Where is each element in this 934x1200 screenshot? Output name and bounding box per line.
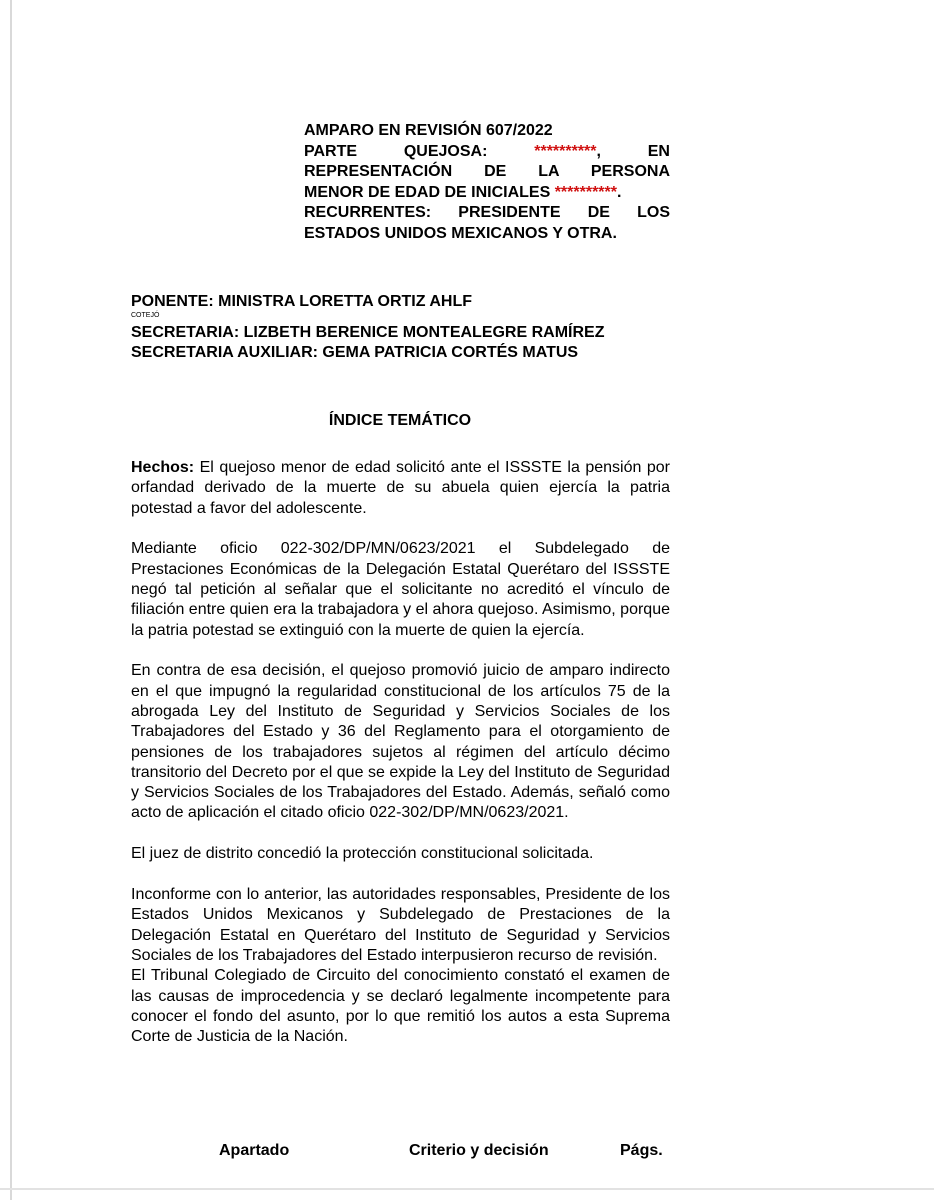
page-bottom-edge bbox=[0, 1188, 934, 1190]
staff-block bbox=[131, 292, 771, 363]
column-criterio: Criterio y decisión bbox=[409, 1142, 549, 1159]
paragraph-amparo: En contra de esa decisión, el quejoso promovió juicio de amparo indirecto en el que impugnó la regularidad constitucional de los artículos 75 de la abrogada Ley del Instituto de Seguridad y Servicios Sociales de los Trabajadores del Estado y 36 del Reglamento para el otorgamiento de pensiones de los trabajadores sujetos al régimen del artículo décimo transitorio del Decreto por el que se expide la Ley del Instituto de Seguridad y Servicios Sociales de los Trabajadores del Estado. Además, señaló como acto de aplicación el citado oficio 022-302/DP/MN/0623/2021. bbox=[131, 662, 670, 822]
index-title: ÍNDICE TEMÁTICO bbox=[328, 412, 472, 429]
recurrentes-line-2: ESTADOS UNIDOS MEXICANOS Y OTRA. bbox=[304, 224, 617, 242]
redacted-name: ********** bbox=[534, 142, 597, 160]
iniciales-line: MENOR DE EDAD DE INICIALES **********. bbox=[304, 183, 622, 201]
secretaria-auxiliar: SECRETARIA AUXILIAR: GEMA PATRICIA CORTÉS MATUS bbox=[131, 344, 579, 361]
document-body bbox=[131, 458, 670, 1068]
parte-quejosa-line: PARTE QUEJOSA: **********, EN bbox=[304, 142, 670, 160]
secretaria: SECRETARIA: LIZBETH BERENICE MONTEALEGRE RAMÍREZ bbox=[131, 324, 605, 341]
case-number: AMPARO EN REVISIÓN 607/2022 bbox=[304, 122, 553, 139]
representacion-line: REPRESENTACIÓN DE LA PERSONA bbox=[304, 163, 670, 180]
column-pags: Págs. bbox=[620, 1142, 663, 1159]
paragraph-juez: El juez de distrito concedió la protección constitucional solicitada. bbox=[131, 845, 594, 863]
paragraph-tribunal: El Tribunal Colegiado de Circuito del conocimiento constató el examen de las causas de improcedencia y se declaró legalmente incompetente para conocer el fondo del asunto, por lo que remitió los autos a esta Suprema Corte de Justicia de la Nación. bbox=[131, 967, 670, 1046]
ponente: PONENTE: MINISTRA LORETTA ORTIZ AHLF bbox=[131, 293, 473, 310]
case-header bbox=[304, 121, 670, 244]
paragraph-inconforme: Inconforme con lo anterior, las autoridades responsables, Presidente de los Estados Unidos Mexicanos y Subdelegado de Prestaciones de la Delegación Estatal en Querétaro del Instituto de Seguridad y Servicios Sociales de los Trabajadores del Estado interpusieron recurso de revisión. bbox=[131, 886, 670, 964]
paragraph-oficio: Mediante oficio 022-302/DP/MN/0623/2021 el Subdelegado de Prestaciones Económicas de la Delegación Estatal Querétaro del ISSSTE negó tal petición al señalar que el solicitante no acreditó el vínculo de filiación entre quien era la trabajadora y el ahora quejoso. Asimismo, porque la patria potestad se extinguió con la muerte de quien la ejercía. bbox=[131, 540, 670, 639]
page-left-edge bbox=[10, 0, 12, 1200]
cotejo-label: COTEJÓ bbox=[131, 312, 160, 319]
hechos-label: Hechos: bbox=[131, 459, 195, 476]
redacted-initials: ********** bbox=[554, 183, 617, 201]
paragraph-hechos: Hechos: El quejoso menor de edad solicitó ante el ISSSTE la pensión por orfandad derivado de la muerte de su abuela quien ejercía la patria potestad a favor del adolescente. bbox=[131, 459, 670, 517]
column-apartado: Apartado bbox=[219, 1142, 290, 1159]
recurrentes-line: RECURRENTES: PRESIDENTE DE LOS bbox=[304, 204, 670, 221]
